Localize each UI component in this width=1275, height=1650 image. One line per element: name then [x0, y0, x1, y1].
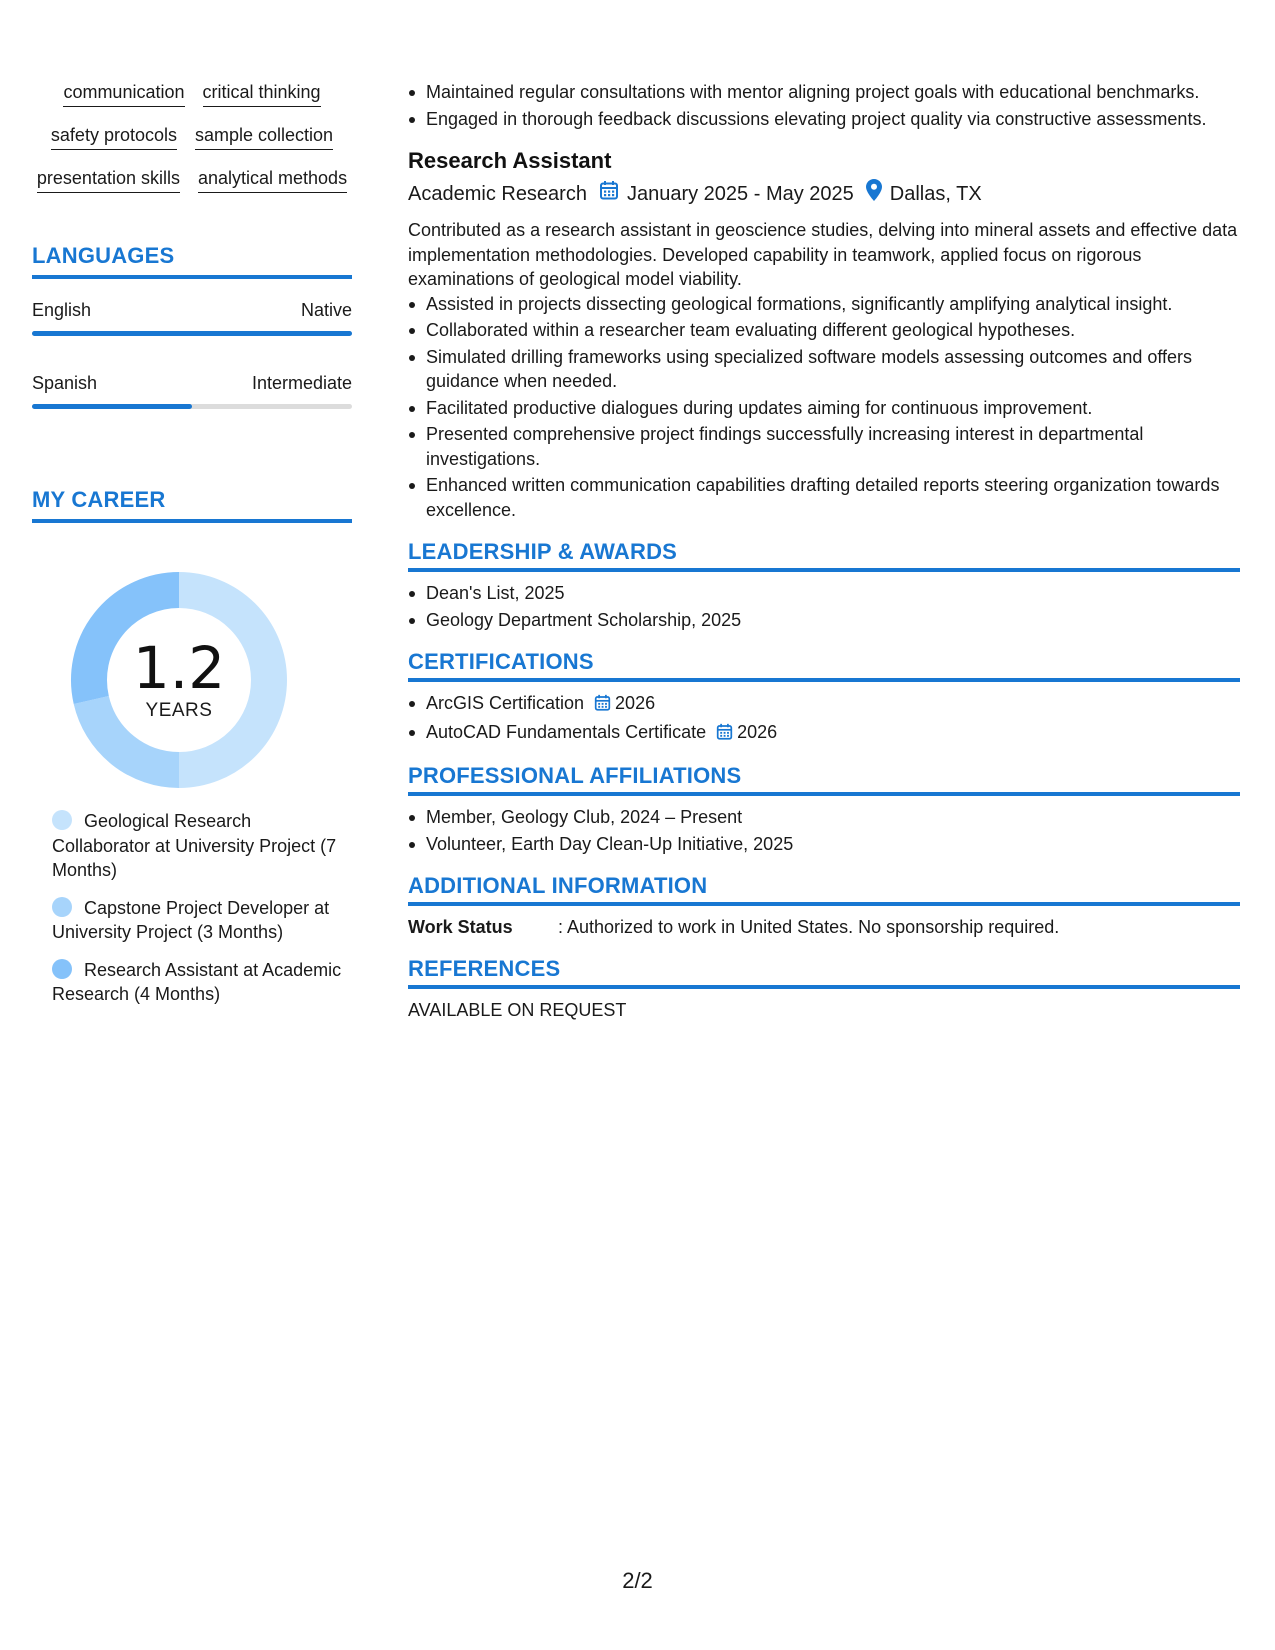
list-item: Dean's List, 2025 [408, 581, 1240, 606]
cert-name: ArcGIS Certification [426, 693, 585, 713]
list-item: Assisted in projects dissecting geological formations, significantly amplifying analytical insight. [408, 292, 1240, 317]
career-legend-item [52, 896, 342, 945]
job-meta [408, 179, 1240, 209]
language-proficiency-bar [32, 331, 352, 336]
languages-section [32, 243, 352, 409]
experience-bullets-continued [408, 80, 1240, 131]
list-item: Maintained regular consultations with mentor aligning project goals with educational benchmarks. [408, 80, 1240, 105]
affiliations-list [408, 805, 1240, 856]
job-description: Contributed as a research assistant in geoscience studies, delving into mineral assets and effective data implementation methodologies. Developed capability in teamwork, applied focus on rigorous examinations of geological model viability. [408, 220, 1238, 289]
list-item: Volunteer, Earth Day Clean-Up Initiative, 2025 [408, 832, 1240, 857]
legend-label: Capstone Project Developer at University Project (3 Months) [52, 897, 330, 942]
language-level: Intermediate [251, 373, 352, 393]
job-title: Research Assistant [408, 148, 612, 173]
language-proficiency-fill [32, 404, 192, 409]
list-item: Enhanced written communication capabilities drafting detailed reports steering organization towards excellence. [408, 473, 1240, 522]
language-proficiency-bar [32, 404, 352, 409]
legend-label: Geological Research Collaborator at University Project (7 Months) [52, 811, 337, 880]
sidebar [32, 80, 352, 1020]
cert-year: 2026 [737, 721, 778, 742]
career-section [32, 487, 352, 1007]
legend-label: Research Assistant at Academic Research (4 Months) [52, 959, 342, 1004]
skill-tag: critical thinking [203, 80, 321, 107]
language-name: English [32, 300, 92, 320]
legend-dot [52, 897, 72, 917]
certifications-heading: CERTIFICATIONS [408, 649, 1240, 682]
career-legend [32, 809, 342, 1007]
career-total-value: 1.2 [132, 634, 226, 702]
page-number: 2/2 [622, 1568, 653, 1593]
career-total [66, 567, 292, 793]
list-item [408, 720, 1240, 747]
legend-dot [52, 810, 72, 830]
list-item: Engaged in thorough feedback discussions elevating project quality via constructive assessments. [408, 107, 1240, 132]
skills-list [32, 80, 352, 193]
career-total-unit: YEARS [145, 700, 213, 721]
cert-name: AutoCAD Fundamentals Certificate [426, 721, 707, 742]
cert-year: 2026 [615, 693, 656, 713]
map-pin-icon [866, 179, 882, 209]
list-item: Simulated drilling frameworks using specialized software models assessing outcomes and offers guidance when needed. [408, 345, 1240, 394]
list-item: Facilitated productive dialogues during updates aiming for continuous improvement. [408, 396, 1240, 421]
career-legend-item [52, 958, 342, 1007]
work-status-label: Work Status [408, 917, 513, 937]
work-status-value: : Authorized to work in United States. No sponsorship required. [558, 917, 1060, 937]
list-item: Collaborated within a researcher team evaluating different geological hypotheses. [408, 318, 1240, 343]
affiliations-heading: PROFESSIONAL AFFILIATIONS [408, 763, 1240, 796]
language-proficiency-fill [32, 331, 352, 336]
skill-tag: presentation skills [37, 166, 180, 193]
certifications-list [408, 691, 1240, 746]
list-item: Geology Department Scholarship, 2025 [408, 608, 1240, 633]
additional-info-heading: ADDITIONAL INFORMATION [408, 873, 1240, 906]
career-heading: MY CAREER [32, 487, 352, 523]
skill-tag: analytical methods [198, 166, 347, 193]
calendar-icon [599, 180, 619, 208]
main-content [408, 80, 1240, 1022]
language-level: Native [300, 300, 352, 320]
calendar-icon [716, 722, 733, 747]
awards-list [408, 581, 1240, 632]
list-item [408, 691, 1240, 718]
awards-heading: LEADERSHIP & AWARDS [408, 539, 1240, 572]
job-dates: January 2025 - May 2025 [626, 183, 854, 205]
work-status-row [408, 915, 1240, 939]
references-heading: REFERENCES [408, 956, 1240, 989]
skill-tag: safety protocols [51, 123, 177, 150]
list-item: Presented comprehensive project findings successfully increasing interest in departmental investigations. [408, 422, 1240, 471]
language-item [32, 299, 352, 336]
career-legend-item [52, 809, 342, 883]
references-text: AVAILABLE ON REQUEST [408, 1000, 627, 1020]
job-bullets [408, 292, 1240, 523]
languages-heading: LANGUAGES [32, 243, 352, 279]
language-name: Spanish [32, 373, 98, 393]
job-company: Academic Research [408, 183, 587, 205]
skill-tag: communication [63, 80, 184, 107]
list-item: Member, Geology Club, 2024 – Present [408, 805, 1240, 830]
skill-tag: sample collection [195, 123, 333, 150]
job-location: Dallas, TX [889, 183, 982, 205]
language-item [32, 372, 352, 409]
calendar-icon [594, 693, 611, 718]
legend-dot [52, 959, 72, 979]
career-donut-chart [32, 567, 352, 807]
